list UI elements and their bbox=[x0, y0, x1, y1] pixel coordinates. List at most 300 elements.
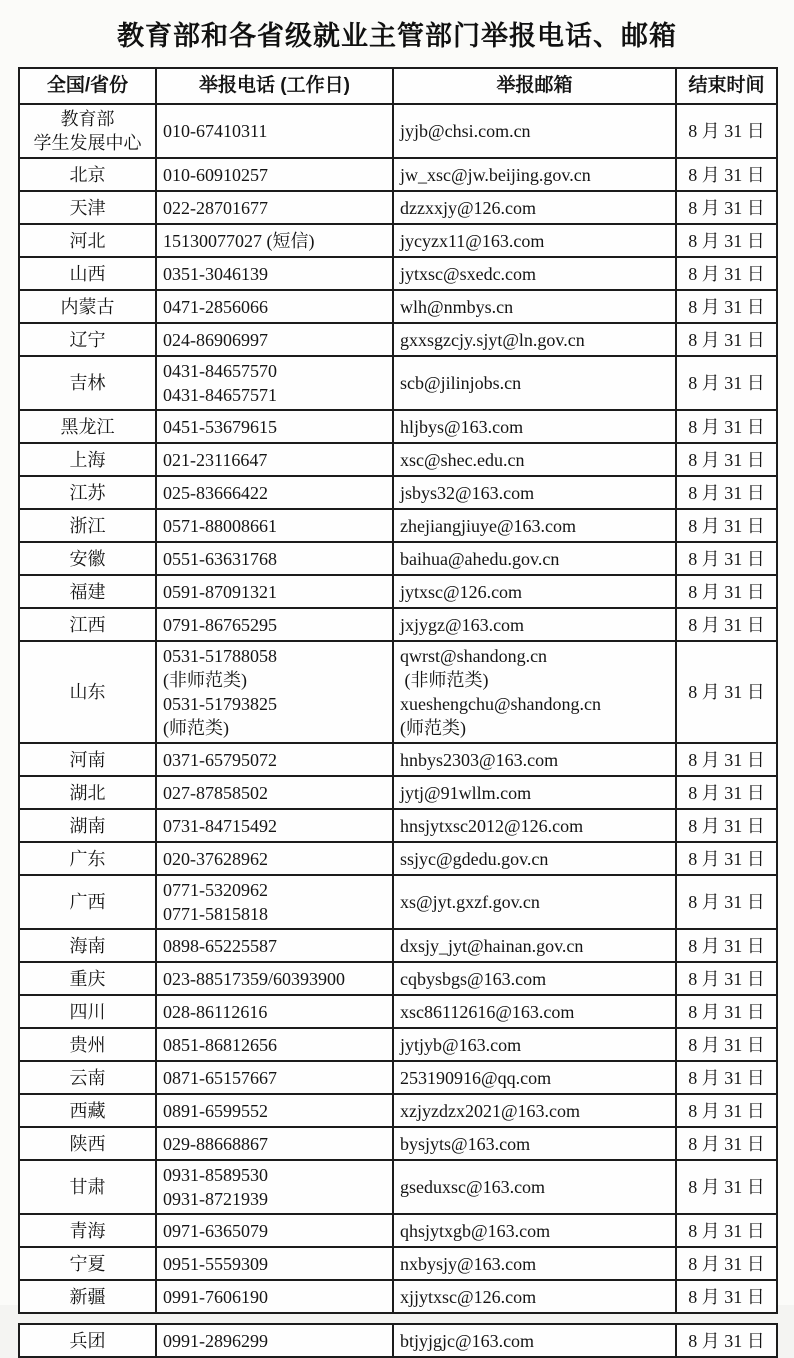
deadline-cell bbox=[676, 356, 777, 410]
cell-line: 0971-6365079 bbox=[163, 1220, 268, 1241]
cell-line: 0931-8589530 bbox=[163, 1165, 268, 1185]
table-row bbox=[19, 641, 777, 743]
phone-cell bbox=[156, 995, 393, 1028]
deadline-cell bbox=[676, 191, 777, 224]
deadline-cell bbox=[676, 1094, 777, 1127]
cell-line: dxsjy_jyt@hainan.gov.cn bbox=[400, 935, 584, 956]
cell-line: 教育部 bbox=[60, 109, 115, 129]
cell-line: 西藏 bbox=[69, 1100, 106, 1121]
phone-cell bbox=[156, 323, 393, 356]
deadline-cell bbox=[676, 962, 777, 995]
region-cell bbox=[19, 476, 156, 509]
region-cell bbox=[19, 809, 156, 842]
cell-line: 8 月 31 日 bbox=[688, 848, 765, 869]
cell-line: 湖南 bbox=[69, 815, 106, 836]
table-row bbox=[19, 191, 777, 224]
cell-line: 8 月 31 日 bbox=[688, 1001, 765, 1022]
region-cell bbox=[19, 542, 156, 575]
table-row bbox=[19, 476, 777, 509]
deadline-cell bbox=[676, 1127, 777, 1160]
cell-line: 0898-65225587 bbox=[163, 935, 277, 956]
table-row bbox=[19, 1280, 777, 1313]
table-row bbox=[19, 875, 777, 929]
phone-cell bbox=[156, 290, 393, 323]
table-row bbox=[19, 1028, 777, 1061]
contact-table bbox=[18, 67, 778, 1314]
email-cell bbox=[393, 743, 676, 776]
cell-line: 0771-5815818 bbox=[163, 904, 268, 924]
email-cell bbox=[393, 542, 676, 575]
cell-line: jytjyb@163.com bbox=[400, 1034, 522, 1055]
cell-line: 8 月 31 日 bbox=[688, 329, 765, 350]
cell-line: 陕西 bbox=[69, 1133, 106, 1154]
deadline-cell bbox=[676, 929, 777, 962]
email-cell bbox=[393, 191, 676, 224]
header-cell: 举报电话 (工作日) bbox=[156, 68, 393, 104]
deadline-cell bbox=[676, 257, 777, 290]
email-cell bbox=[393, 1324, 676, 1357]
cell-line: 江苏 bbox=[69, 482, 106, 503]
deadline-cell bbox=[676, 323, 777, 356]
cell-line: 8 月 31 日 bbox=[688, 121, 765, 141]
cell-line: jytxsc@sxedc.com bbox=[400, 263, 537, 284]
cell-line: 0871-65157667 bbox=[163, 1067, 277, 1088]
deadline-cell bbox=[676, 875, 777, 929]
phone-cell bbox=[156, 809, 393, 842]
table-row bbox=[19, 158, 777, 191]
cell-line: 253190916@qq.com bbox=[400, 1067, 552, 1088]
deadline-cell bbox=[676, 1160, 777, 1214]
cell-line: 8 月 31 日 bbox=[688, 515, 765, 536]
phone-cell bbox=[156, 542, 393, 575]
phone-cell bbox=[156, 962, 393, 995]
header-cell: 举报邮箱 bbox=[393, 68, 676, 104]
email-cell bbox=[393, 509, 676, 542]
cell-line: 0351-3046139 bbox=[163, 263, 268, 284]
deadline-cell bbox=[676, 158, 777, 191]
table-row bbox=[19, 1247, 777, 1280]
cell-line: 0891-6599552 bbox=[163, 1100, 268, 1121]
cell-line: 广西 bbox=[69, 892, 106, 912]
phone-cell bbox=[156, 1094, 393, 1127]
cell-line: 0991-2896299 bbox=[163, 1330, 268, 1351]
header-cell: 结束时间 bbox=[676, 68, 777, 104]
cell-line: xs@jyt.gxzf.gov.cn bbox=[400, 892, 540, 912]
email-cell bbox=[393, 1127, 676, 1160]
phone-cell bbox=[156, 191, 393, 224]
deadline-cell bbox=[676, 842, 777, 875]
table-row bbox=[19, 575, 777, 608]
region-cell bbox=[19, 842, 156, 875]
cell-line: zhejiangjiuye@163.com bbox=[400, 515, 577, 536]
cell-line: 8 月 31 日 bbox=[688, 1034, 765, 1055]
cell-line: 青海 bbox=[69, 1220, 106, 1241]
table-row bbox=[19, 1324, 777, 1357]
table-row bbox=[19, 842, 777, 875]
deadline-cell bbox=[676, 509, 777, 542]
region-cell bbox=[19, 257, 156, 290]
table-row bbox=[19, 1160, 777, 1214]
cell-line: jycyzx11@163.com bbox=[400, 230, 545, 251]
email-cell bbox=[393, 290, 676, 323]
cell-line: 山西 bbox=[69, 263, 106, 284]
cell-line: 8 月 31 日 bbox=[688, 892, 765, 912]
region-cell bbox=[19, 743, 156, 776]
cell-line: 新疆 bbox=[69, 1286, 106, 1307]
cell-line: 8 月 31 日 bbox=[688, 935, 765, 956]
cell-line: 0451-53679615 bbox=[163, 416, 277, 437]
cell-line: 0591-87091321 bbox=[163, 581, 277, 602]
deadline-cell bbox=[676, 1247, 777, 1280]
email-cell bbox=[393, 995, 676, 1028]
cell-line: 湖北 bbox=[69, 782, 106, 803]
cell-line: hnsjytxsc2012@126.com bbox=[400, 815, 584, 836]
bingtuan-table bbox=[18, 1323, 778, 1358]
deadline-cell bbox=[676, 1280, 777, 1313]
phone-cell bbox=[156, 608, 393, 641]
cell-line: jytxsc@126.com bbox=[400, 581, 523, 602]
cell-line: (非师范类) bbox=[163, 670, 247, 690]
email-cell bbox=[393, 1214, 676, 1247]
phone-cell bbox=[156, 1028, 393, 1061]
email-cell bbox=[393, 608, 676, 641]
cell-line: nxbysjy@163.com bbox=[400, 1253, 537, 1274]
cell-line: 0531-51788058 bbox=[163, 646, 277, 666]
cell-line: 海南 bbox=[69, 935, 106, 956]
cell-line: jw_xsc@jw.beijing.gov.cn bbox=[400, 164, 591, 185]
cell-line: 8 月 31 日 bbox=[688, 548, 765, 569]
cell-line: 0791-86765295 bbox=[163, 614, 277, 635]
cell-line: qhsjytxgb@163.com bbox=[400, 1220, 551, 1241]
email-cell bbox=[393, 356, 676, 410]
cell-line: 0431-84657570 bbox=[163, 361, 277, 381]
table-row bbox=[19, 224, 777, 257]
phone-cell bbox=[156, 509, 393, 542]
table-row bbox=[19, 104, 777, 158]
cell-line: 重庆 bbox=[69, 968, 106, 989]
cell-line: hljbys@163.com bbox=[400, 416, 524, 437]
deadline-cell bbox=[676, 224, 777, 257]
cell-line: 0731-84715492 bbox=[163, 815, 277, 836]
cell-line: 8 月 31 日 bbox=[688, 373, 765, 393]
email-cell bbox=[393, 875, 676, 929]
cell-line: 广东 bbox=[69, 848, 106, 869]
region-cell bbox=[19, 1061, 156, 1094]
table-row bbox=[19, 743, 777, 776]
deadline-cell bbox=[676, 1061, 777, 1094]
deadline-cell bbox=[676, 809, 777, 842]
phone-cell bbox=[156, 743, 393, 776]
cell-line: 8 月 31 日 bbox=[688, 164, 765, 185]
cell-line: 0371-65795072 bbox=[163, 749, 277, 770]
phone-cell bbox=[156, 476, 393, 509]
region-cell bbox=[19, 1127, 156, 1160]
cell-line: 内蒙古 bbox=[60, 296, 115, 317]
phone-cell bbox=[156, 257, 393, 290]
region-cell bbox=[19, 1160, 156, 1214]
cell-line: 云南 bbox=[69, 1067, 106, 1088]
region-cell bbox=[19, 641, 156, 743]
region-cell bbox=[19, 443, 156, 476]
email-cell bbox=[393, 842, 676, 875]
cell-line: 8 月 31 日 bbox=[688, 449, 765, 470]
email-cell bbox=[393, 1280, 676, 1313]
cell-line: 8 月 31 日 bbox=[688, 1286, 765, 1307]
email-cell bbox=[393, 443, 676, 476]
email-cell bbox=[393, 1160, 676, 1214]
cell-line: 0991-7606190 bbox=[163, 1286, 268, 1307]
region-cell bbox=[19, 1280, 156, 1313]
region-cell bbox=[19, 191, 156, 224]
deadline-cell bbox=[676, 290, 777, 323]
cell-line: 8 月 31 日 bbox=[688, 1067, 765, 1088]
email-cell bbox=[393, 257, 676, 290]
table-row bbox=[19, 929, 777, 962]
cell-line: 022-28701677 bbox=[163, 197, 268, 218]
cell-line: xjjytxsc@126.com bbox=[400, 1286, 537, 1307]
cell-line: jxjygz@163.com bbox=[400, 614, 525, 635]
table-row bbox=[19, 509, 777, 542]
region-cell bbox=[19, 608, 156, 641]
region-cell bbox=[19, 509, 156, 542]
cell-line: gseduxsc@163.com bbox=[400, 1177, 546, 1197]
email-cell bbox=[393, 410, 676, 443]
cell-line: 四川 bbox=[69, 1001, 106, 1022]
deadline-cell bbox=[676, 1214, 777, 1247]
email-cell bbox=[393, 641, 676, 743]
deadline-cell bbox=[676, 1028, 777, 1061]
region-cell bbox=[19, 356, 156, 410]
cell-line: (非师范类) bbox=[400, 670, 489, 690]
table-row bbox=[19, 608, 777, 641]
phone-cell bbox=[156, 104, 393, 158]
email-cell bbox=[393, 1028, 676, 1061]
cell-line: xsc86112616@163.com bbox=[400, 1001, 575, 1022]
cell-line: dzzxxjy@126.com bbox=[400, 197, 537, 218]
deadline-cell bbox=[676, 443, 777, 476]
deadline-cell bbox=[676, 743, 777, 776]
email-cell bbox=[393, 476, 676, 509]
cell-line: 兵团 bbox=[69, 1330, 106, 1351]
cell-line: 8 月 31 日 bbox=[688, 197, 765, 218]
cell-line: 0431-84657571 bbox=[163, 385, 277, 405]
region-cell bbox=[19, 410, 156, 443]
region-cell bbox=[19, 875, 156, 929]
email-cell bbox=[393, 158, 676, 191]
phone-cell bbox=[156, 1324, 393, 1357]
table-row bbox=[19, 962, 777, 995]
region-cell bbox=[19, 575, 156, 608]
phone-cell bbox=[156, 410, 393, 443]
cell-line: 8 月 31 日 bbox=[688, 782, 765, 803]
cell-line: 027-87858502 bbox=[163, 782, 268, 803]
cell-line: 山东 bbox=[69, 682, 106, 702]
region-cell bbox=[19, 962, 156, 995]
email-cell bbox=[393, 575, 676, 608]
cell-line: 天津 bbox=[69, 197, 106, 218]
deadline-cell bbox=[676, 542, 777, 575]
cell-line: wlh@nmbys.cn bbox=[400, 296, 514, 317]
region-cell bbox=[19, 323, 156, 356]
phone-cell bbox=[156, 575, 393, 608]
cell-line: (师范类) bbox=[400, 718, 466, 738]
cell-line: 8 月 31 日 bbox=[688, 1100, 765, 1121]
phone-cell bbox=[156, 1160, 393, 1214]
phone-cell bbox=[156, 776, 393, 809]
phone-cell bbox=[156, 1247, 393, 1280]
cell-line: baihua@ahedu.gov.cn bbox=[400, 548, 560, 569]
phone-cell bbox=[156, 356, 393, 410]
cell-line: 15130077027 (短信) bbox=[163, 230, 315, 251]
table-row bbox=[19, 809, 777, 842]
table-row bbox=[19, 443, 777, 476]
deadline-cell bbox=[676, 476, 777, 509]
deadline-cell bbox=[676, 641, 777, 743]
table-row bbox=[19, 1214, 777, 1247]
region-cell bbox=[19, 1028, 156, 1061]
region-cell bbox=[19, 224, 156, 257]
cell-line: 0851-86812656 bbox=[163, 1034, 277, 1055]
cell-line: 学生发展中心 bbox=[33, 133, 142, 153]
deadline-cell bbox=[676, 608, 777, 641]
cell-line: ssjyc@gdedu.gov.cn bbox=[400, 848, 549, 869]
email-cell bbox=[393, 323, 676, 356]
cell-line: 河北 bbox=[69, 230, 106, 251]
cell-line: scb@jilinjobs.cn bbox=[400, 373, 522, 393]
region-cell bbox=[19, 929, 156, 962]
cell-line: 8 月 31 日 bbox=[688, 581, 765, 602]
cell-line: 河南 bbox=[69, 749, 106, 770]
phone-cell bbox=[156, 158, 393, 191]
cell-line: 8 月 31 日 bbox=[688, 682, 765, 702]
cell-line: 028-86112616 bbox=[163, 1001, 268, 1022]
phone-cell bbox=[156, 224, 393, 257]
cell-line: 010-67410311 bbox=[163, 121, 268, 141]
phone-cell bbox=[156, 1061, 393, 1094]
cell-line: 8 月 31 日 bbox=[688, 1253, 765, 1274]
cell-line: 0531-51793825 bbox=[163, 694, 277, 714]
cell-line: qwrst@shandong.cn bbox=[400, 646, 548, 666]
email-cell bbox=[393, 1094, 676, 1127]
deadline-cell bbox=[676, 575, 777, 608]
header-cell: 全国/省份 bbox=[19, 68, 156, 104]
deadline-cell bbox=[676, 410, 777, 443]
cell-line: xueshengchu@shandong.cn bbox=[400, 694, 602, 714]
region-cell bbox=[19, 995, 156, 1028]
cell-line: 8 月 31 日 bbox=[688, 815, 765, 836]
cell-line: 0551-63631768 bbox=[163, 548, 277, 569]
cell-line: jsbys32@163.com bbox=[400, 482, 535, 503]
cell-line: btjyjgjc@163.com bbox=[400, 1330, 535, 1351]
cell-line: hnbys2303@163.com bbox=[400, 749, 559, 770]
region-cell bbox=[19, 1214, 156, 1247]
deadline-cell bbox=[676, 104, 777, 158]
header-row bbox=[19, 68, 777, 104]
cell-line: 8 月 31 日 bbox=[688, 614, 765, 635]
cell-line: 0951-5559309 bbox=[163, 1253, 268, 1274]
region-cell bbox=[19, 1094, 156, 1127]
region-cell bbox=[19, 1247, 156, 1280]
region-cell bbox=[19, 104, 156, 158]
bingtuan-table-body bbox=[19, 1324, 777, 1357]
phone-cell bbox=[156, 1127, 393, 1160]
region-cell bbox=[19, 158, 156, 191]
email-cell bbox=[393, 809, 676, 842]
cell-line: 020-37628962 bbox=[163, 848, 268, 869]
phone-cell bbox=[156, 842, 393, 875]
table-row bbox=[19, 410, 777, 443]
phone-cell bbox=[156, 443, 393, 476]
table-row bbox=[19, 1127, 777, 1160]
cell-line: 北京 bbox=[69, 164, 106, 185]
email-cell bbox=[393, 929, 676, 962]
cell-line: 021-23116647 bbox=[163, 449, 268, 470]
table-row bbox=[19, 356, 777, 410]
table-row bbox=[19, 1061, 777, 1094]
cell-line: 8 月 31 日 bbox=[688, 482, 765, 503]
cell-line: 025-83666422 bbox=[163, 482, 268, 503]
cell-line: gxxsgzcjy.sjyt@ln.gov.cn bbox=[400, 329, 585, 350]
cell-line: 029-88668867 bbox=[163, 1133, 268, 1154]
email-cell bbox=[393, 224, 676, 257]
cell-line: 8 月 31 日 bbox=[688, 230, 765, 251]
region-cell bbox=[19, 1324, 156, 1357]
deadline-cell bbox=[676, 1324, 777, 1357]
cell-line: 宁夏 bbox=[69, 1253, 106, 1274]
cell-line: 8 月 31 日 bbox=[688, 296, 765, 317]
cell-line: 浙江 bbox=[69, 515, 106, 536]
cell-line: 8 月 31 日 bbox=[688, 1133, 765, 1154]
email-cell bbox=[393, 1061, 676, 1094]
page-title: 教育部和各省级就业主管部门举报电话、邮箱 bbox=[117, 21, 677, 51]
table-row bbox=[19, 995, 777, 1028]
cell-line: 8 月 31 日 bbox=[688, 749, 765, 770]
region-cell bbox=[19, 290, 156, 323]
table-row bbox=[19, 542, 777, 575]
cell-line: 上海 bbox=[69, 449, 106, 470]
cell-line: 贵州 bbox=[69, 1034, 106, 1055]
cell-line: 福建 bbox=[69, 581, 106, 602]
cell-line: 8 月 31 日 bbox=[688, 1330, 765, 1351]
cell-line: 0471-2856066 bbox=[163, 296, 268, 317]
email-cell bbox=[393, 776, 676, 809]
cell-line: cqbysbgs@163.com bbox=[400, 968, 547, 989]
email-cell bbox=[393, 962, 676, 995]
phone-cell bbox=[156, 875, 393, 929]
phone-cell bbox=[156, 1214, 393, 1247]
table-row bbox=[19, 776, 777, 809]
cell-line: 8 月 31 日 bbox=[688, 1177, 765, 1197]
cell-line: 0931-8721939 bbox=[163, 1189, 268, 1209]
cell-line: (师范类) bbox=[163, 718, 229, 738]
cell-line: xzjyzdzx2021@163.com bbox=[400, 1100, 581, 1121]
cell-line: 0571-88008661 bbox=[163, 515, 277, 536]
phone-cell bbox=[156, 641, 393, 743]
cell-line: 8 月 31 日 bbox=[688, 1220, 765, 1241]
phone-cell bbox=[156, 1280, 393, 1313]
email-cell bbox=[393, 104, 676, 158]
cell-line: 黑龙江 bbox=[60, 416, 115, 437]
cell-line: 8 月 31 日 bbox=[688, 263, 765, 284]
cell-line: 辽宁 bbox=[69, 329, 106, 350]
cell-line: jytj@91wllm.com bbox=[400, 782, 532, 803]
email-cell bbox=[393, 1247, 676, 1280]
deadline-cell bbox=[676, 776, 777, 809]
cell-line: 8 月 31 日 bbox=[688, 968, 765, 989]
cell-line: xsc@shec.edu.cn bbox=[400, 449, 525, 470]
table-row bbox=[19, 257, 777, 290]
phone-cell bbox=[156, 929, 393, 962]
